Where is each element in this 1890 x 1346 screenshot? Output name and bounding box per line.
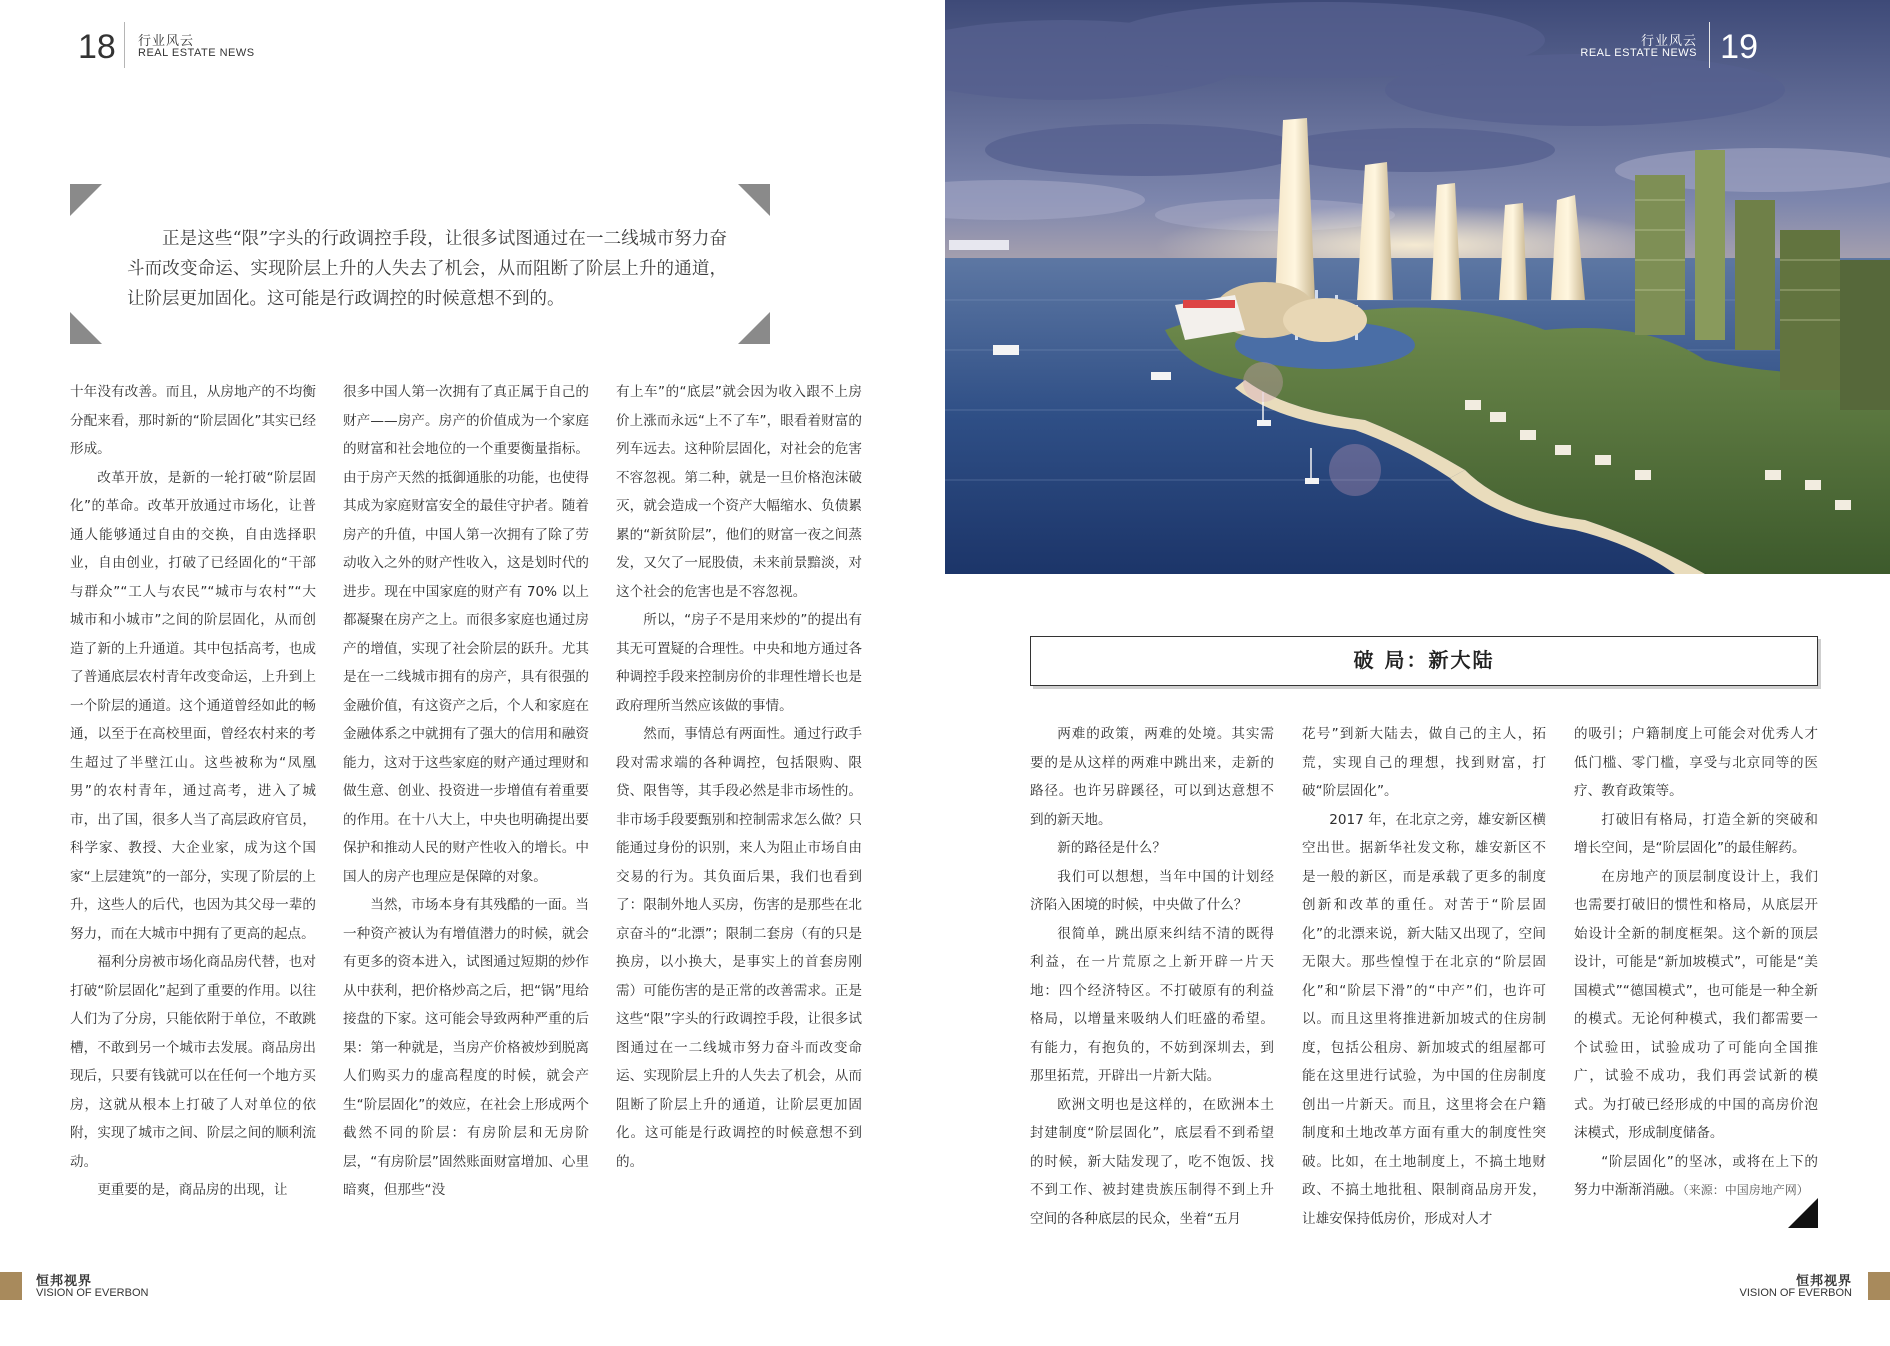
paragraph: 福利分房被市场化商品房代替，也对打破“阶层固化”起到了重要的作用。以往人们为了分房，只能依附于单位，不敢跳槽，不敢到另一个城市去发展。商品房出现后，只要有钱就可以在任何一个地方买房，这就从根本上打破了人对单位的依附，实现了城市之间、阶层之间的顺利流动。 bbox=[70, 954, 316, 1170]
header-divider bbox=[1709, 22, 1710, 68]
paragraph: 两难的政策，两难的处境。其实需要的是从这样的两难中跳出来，走新的路径。也许另辟蹊径，可以到达意想不到的新天地。 bbox=[1030, 726, 1274, 828]
page-number: 18 bbox=[78, 28, 116, 66]
corner-mark bbox=[70, 184, 102, 216]
footer-brand-cn: 恒邦视界 bbox=[36, 1274, 93, 1289]
footer-accent-bar bbox=[1868, 1272, 1890, 1300]
paragraph: 2017 年，在北京之旁，雄安新区横空出世。据新华社发文称，雄安新区不是一般的新区，而是承载了更多的制度创新和改革的重任。对苦于“阶层固化”的北漂来说，新大陆又出现了，空间无限大。那些惶惶于在北京的“阶层固化”和“阶层下滑”的“中产”们，也许可以。而且这里将推进新加坡式的住房制度，包括公租房、新加坡式的组屋都可能在这里进行试验，为中国的住房制度创出一片新天。而且，这里将会在户籍制度和土地改革方面有重大的制度性突破。比如，在土地制度上，不搞土地财政、不搞土地批租、限制商品房开发，让雄安保持低房价，形成对人才 bbox=[1302, 811, 1546, 1227]
page-number: 19 bbox=[1720, 28, 1758, 66]
corner-mark bbox=[70, 312, 102, 344]
paragraph: 十年没有改善。而且，从房地产的不均衡分配来看，那时新的“阶层固化”其实已经形成。 bbox=[70, 384, 316, 457]
header-section-en: REAL ESTATE NEWS bbox=[138, 47, 255, 59]
body-column-1 bbox=[70, 378, 316, 1205]
paragraph: 改革开放，是新的一轮打破“阶层固化”的革命。改革开放通过市场化，让普通人能够通过自由的交换，自由选择职业，自由创业，打破了已经固化的“干部与群众”“工人与农民”“城市与农村”“大城市和小城市”之间的阶层固化，从而创造了新的上升通道。其中包括高考，也成了普通底层农村青年改变命运，上升到上一个阶层的通道。这个通道曾经如此的畅通，以至于在高校里面，曾经农村来的考生超过了半壁江山。这些被称为“凤凰男”的农村青年，通过高考，进入了城市，出了国，很多人当了高层政府官员，科学家、教授、大企业家，成为这个国家“上层建筑”的一部分，实现了阶层的上升，这些人的后代，也因为其父母一辈的努力，而在大城市中拥有了更高的起点。 bbox=[70, 469, 316, 942]
pull-quote bbox=[70, 184, 770, 344]
paragraph: 然而，事情总有两面性。通过行政手段对需求端的各种调控，包括限购、限贷、限售等，其手段必然是非市场性的。非市场手段要甄别和控制需求怎么做？只能通过身份的识别，来人为阻止市场自由交易的行为。其负面后果，我们也看到了：限制外地人买房，伤害的是那些在北京奋斗的“北漂”；限制二套房（有的只是换房，以小换大，是事实上的首套房刚需）可能伤害的是正常的改善需求。正是这些“限”字头的行政调控手段，让很多试图通过在一二线城市努力奋斗而改变命运、实现阶层上升的人失去了机会，从而阻断了阶层上升的通道，让阶层更加固化。这可能是行政调控的时候意想不到的。 bbox=[616, 726, 862, 1170]
paragraph: 我们可以想想，当年中国的计划经济陷入困境的时候，中央做了什么？ bbox=[1030, 868, 1274, 913]
body-column-2 bbox=[343, 378, 589, 1205]
source-note: （来源：中国房地产网） bbox=[1682, 1183, 1809, 1197]
paragraph: 很多中国人第一次拥有了真正属于自己的财产——房产。房产的价值成为一个家庭的财富和社会地位的一个重要衡量指标。由于房产天然的抵御通胀的功能，也使得其成为家庭财富安全的最佳守护者。随着房产的升值，中国人第一次拥有了除了劳动收入之外的财产性收入，这是划时代的进步。现在中国家庭的财产有 70% 以上都凝聚在房产之上。而很多家庭也通过房产的增值，实现了社会阶层的跃升。尤其是在一二线城市拥有的房产，具有很强的金融价值，有这资产之后，个人和家庭在金融体系之中就拥有了强大的信用和融资能力，这对于这些家庭的财产通过理财和做生意、创业、投资进一步增值有着重要的作用。在十八大上，中央也明确提出要保护和推动人民的财产性收入的增长。中国人的房产也理应是保障的对象。 bbox=[343, 384, 589, 885]
right-body-column-1 bbox=[1030, 720, 1274, 1233]
closing-sentence: “阶层固化”的坚冰，或将在上下的努力中渐渐消融。 bbox=[1574, 1153, 1818, 1198]
paragraph: 更重要的是，商品房的出现，让 bbox=[97, 1182, 288, 1198]
footer-accent-bar bbox=[0, 1272, 22, 1300]
paragraph: 有上车”的“底层”就会因为收入跟不上房价上涨而永远“上不了车”，眼看着财富的列车远去。这种阶层固化，对社会的危害不容忽视。第二种，就是一旦价格泡沫破灭，就会造成一个资产大幅缩水、负债累累的“新贫阶层”，他们的财富一夜之间蒸发，又欠了一屁股债，未来前景黯淡，对这个社会的危害也是不容忽视。 bbox=[616, 384, 862, 600]
right-body-column-2 bbox=[1302, 720, 1546, 1233]
header-section-en: REAL ESTATE NEWS bbox=[1580, 47, 1697, 59]
body-column-3 bbox=[616, 378, 862, 1176]
section-heading: 破 局：新大陆 bbox=[1353, 648, 1495, 672]
paragraph: 很简单，跳出原来纠结不清的既得利益，在一片荒原之上新开辟一片天地：四个经济特区。不打破原有的利益格局，以增量来吸纳人们旺盛的希望。有能力，有抱负的，不妨到深圳去，到那里拓荒，开辟出一片新大陆。 bbox=[1030, 925, 1274, 1084]
paragraph: 所以，“房子不是用来炒的”的提出有其无可置疑的合理性。中央和地方通过各种调控手段来控制房价的非理性增长也是政府理所当然应该做的事情。 bbox=[616, 612, 862, 714]
end-mark-icon bbox=[1788, 1198, 1818, 1228]
footer-brand-cn: 恒邦视界 bbox=[1795, 1274, 1852, 1289]
paragraph: 在房地产的顶层制度设计上，我们也需要打破旧的惯性和格局，从底层开始设计全新的制度框架。这个新的顶层设计，可能是“新加坡模式”，可能是“美国模式”“德国模式”，也可能是一种全新的模式。无论何种模式，我们都需要一个试验田，试验成功了可能向全国推广，试验不成功，我们再尝试新的模式。为打破已经形成的中国的高房价泡沫模式，形成制度储备。 bbox=[1574, 868, 1818, 1141]
header-section-cn: 行业风云 bbox=[1640, 34, 1697, 49]
paragraph: 欧洲文明也是这样的，在欧洲本土封建制度“阶层固化”，底层看不到希望的时候，新大陆发现了，吃不饱饭、找不到工作、被封建贵族压制得不到上升空间的各种底层的民众，坐着“五月 bbox=[1030, 1096, 1274, 1227]
paragraph: 打破旧有格局，打造全新的突破和增长空间，是“阶层固化”的最佳解药。 bbox=[1574, 811, 1818, 856]
footer-brand-en: VISION OF EVERBON bbox=[1739, 1287, 1852, 1299]
paragraph: 当然，市场本身有其残酷的一面。当一种资产被认为有增值潜力的时候，就会有更多的资本进入，试图通过短期的炒作从中获利，把价格炒高之后，把“锅”甩给接盘的下家。这可能会导致两种严重的后果：第一种就是，当房产价格被炒到脱离人们购买力的虚高程度的时候，就会产生“阶层固化”的效应，在社会上形成两个截然不同的阶层：有房阶层和无房阶层，“有房阶层”固然账面财富增加、心里暗爽，但那些“没 bbox=[343, 897, 589, 1198]
paragraph: 新的路径是什么？ bbox=[1057, 840, 1166, 856]
header-section-cn: 行业风云 bbox=[138, 34, 195, 49]
right-body-column-3 bbox=[1574, 720, 1818, 1205]
footer-brand-en: VISION OF EVERBON bbox=[36, 1287, 149, 1299]
header-divider bbox=[124, 22, 125, 68]
paragraph: 的吸引；户籍制度上可能会对优秀人才低门槛、零门槛，享受与北京同等的医疗、教育政策等。 bbox=[1574, 726, 1818, 799]
paragraph: 花号”到新大陆去，做自己的主人，拓荒，实现自己的理想，找到财富，打破“阶层固化”。 bbox=[1302, 726, 1546, 799]
pull-quote-text: 正是这些“限”字头的行政调控手段，让很多试图通过在一二线城市努力奋斗而改变命运、实现阶层上升的人失去了机会，从而阻断了阶层上升的通道，让阶层更加固化。这可能是行政调控的时候意想不到的。 bbox=[127, 229, 727, 309]
corner-mark bbox=[738, 312, 770, 344]
section-heading-box bbox=[1030, 636, 1818, 686]
paragraph bbox=[1574, 1148, 1818, 1205]
corner-mark bbox=[738, 184, 770, 216]
